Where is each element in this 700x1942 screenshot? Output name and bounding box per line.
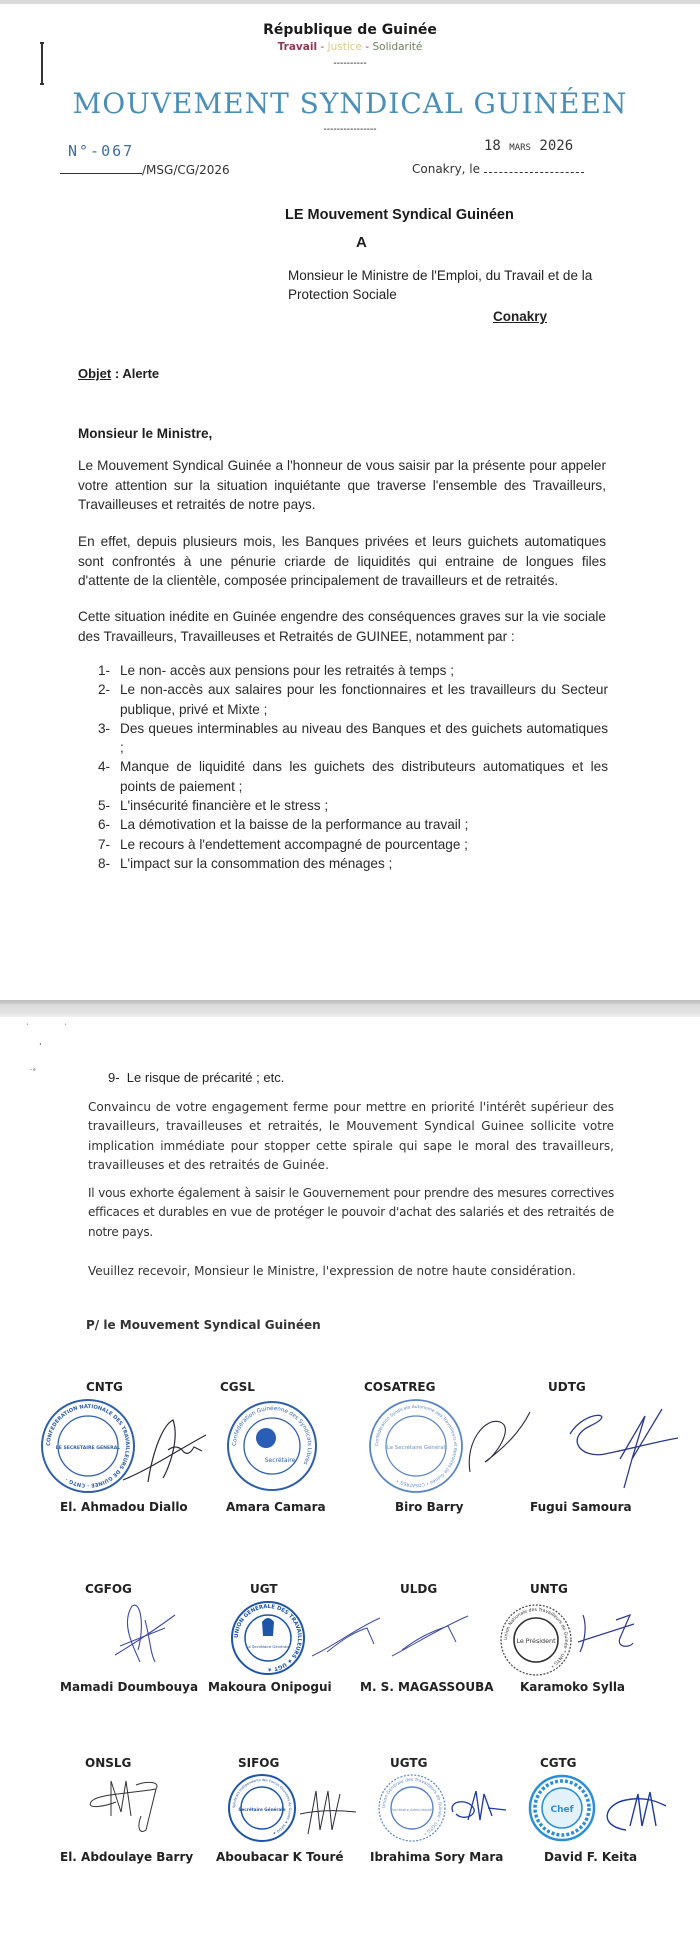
reference-line — [60, 162, 230, 177]
signatory-name: M. S. MAGASSOUBA — [360, 1680, 494, 1694]
recipient: Monsieur le Ministre de l'Emploi, du Travail et de la Protection Sociale — [288, 268, 593, 302]
sifog-signature — [298, 1786, 358, 1838]
signatory-name: David F. Keita — [544, 1850, 638, 1864]
subject-label: Objet — [78, 366, 112, 381]
cgtg-stamp-title: Chef — [550, 1805, 574, 1815]
republic-heading: République de Guinée — [263, 22, 437, 38]
item-text: L'impact sur la consommation des ménages ; — [120, 855, 393, 871]
reference-suffix: /MSG/CG/2026 — [142, 163, 230, 177]
date-blank — [484, 161, 584, 173]
item-text: La démotivation et la baisse de la performance au travail ; — [120, 817, 469, 833]
item-text: Le non- accès aux pensions pour les retraités à temps ; — [120, 663, 454, 678]
paragraph-2: En effet, depuis plusieurs mois, les Banques privées et leurs guichets automatiques sont confrontés à une pénurie criarde de liquidités qui entraine de longues files d'attente de la clientèle, composée principalement de travailleurs et de retraités. — [78, 534, 606, 588]
date-year: 2026 — [539, 138, 574, 154]
ugt-stamp — [230, 1600, 306, 1676]
item-number: 2- — [98, 682, 111, 698]
signatory-name: Fugui Samoura — [530, 1500, 632, 1514]
ugt-stamp-title: La Secrétaire Générale — [246, 1644, 290, 1649]
signatory-name: Aboubacar K Touré — [216, 1850, 344, 1864]
signatory-name: Makoura Onipogui — [208, 1680, 332, 1694]
salutation: Monsieur le Ministre, — [78, 426, 213, 441]
ugtg-stamp-ring: Union Générale des Travailleurs de Guinée * UGTG * — [381, 1777, 443, 1836]
list-item-9 — [108, 1070, 284, 1086]
cntg-signature — [118, 1410, 208, 1490]
motto-word-3: Solidarité — [372, 41, 423, 53]
cntg-stamp-title: LE SECRETAIRE GENERAL — [55, 1446, 121, 1451]
scan-speck: , — [39, 1036, 42, 1046]
onslg-signature — [86, 1776, 166, 1838]
subject-line — [78, 366, 159, 382]
scan-speck: ˈ — [64, 1022, 67, 1032]
org-ugtg: UGTG — [390, 1756, 428, 1770]
organization-divider: ---------------- — [323, 124, 377, 135]
motto-word-1: Travail — [277, 41, 318, 53]
item-number: 4- — [98, 759, 111, 775]
sifog-stamp-title: Secrétaire Générale — [238, 1807, 286, 1812]
untg-stamp — [500, 1604, 572, 1676]
item-text: Manque de liquidité dans les guichets des distributeurs automatiques et les points de paiement ; — [120, 759, 608, 794]
item-number: 9- — [108, 1070, 120, 1085]
udtg-signature — [560, 1404, 680, 1490]
cosatreg-stamp-ring: Confédération Syndicale Autonome des Travailleurs et Retraités de Guinée • COSATREG • — [374, 1404, 458, 1488]
cosatreg-stamp-title: Le Secrétaire Général — [386, 1445, 446, 1451]
subject-separator: : — [111, 366, 123, 381]
untg-stamp-title: Le Président — [516, 1637, 556, 1645]
item-text: Le risque de précarité ; etc. — [126, 1070, 285, 1085]
cosatreg-stamp — [368, 1398, 464, 1494]
sender-line: LE Mouvement Syndical Guinéen — [285, 207, 514, 223]
paragraph-1: Le Mouvement Syndical Guinée a l'honneur de vous saisir par la présente pour appeler votre attention sur la situation inquiétante que traverse l'ensemble des Travailleurs, Travailleuses et retraités de notre pays. — [78, 458, 606, 512]
org-sifog: SIFOG — [238, 1756, 280, 1770]
ugtg-signature — [448, 1786, 508, 1838]
signatory-name: Amara Camara — [226, 1500, 326, 1514]
signatory-name: Biro Barry — [395, 1500, 464, 1514]
list-item — [98, 757, 608, 796]
motto-separator: - — [320, 41, 325, 53]
item-text: Le recours à l'endettement accompagné de pourcentage ; — [120, 836, 468, 852]
date-day: 18 — [484, 138, 501, 154]
item-number: 1- — [98, 663, 111, 678]
org-cgfog: CGFOG — [85, 1582, 132, 1596]
signatory-name: Mamadi Doumbouya — [60, 1680, 199, 1694]
uldg-signature — [390, 1606, 470, 1662]
item-number: 7- — [98, 836, 111, 852]
recipient-city: Conakry — [493, 309, 548, 324]
list-item — [98, 680, 608, 719]
item-number: 6- — [98, 817, 111, 833]
list-item — [98, 661, 608, 680]
cgfog-signature — [110, 1600, 180, 1666]
date-prefix: Conakry, le — [412, 162, 481, 176]
org-ugt: UGT — [250, 1582, 278, 1596]
org-onslg: ONSLG — [85, 1756, 132, 1770]
signatory-name: Karamoko Sylla — [520, 1680, 626, 1694]
subject-value: Alerte — [122, 366, 160, 381]
signatory-name: El. Abdoulaye Barry — [60, 1850, 194, 1864]
sifog-stamp — [228, 1774, 296, 1842]
item-text: Des queues interminables au niveau des Banques et des guichets automatiques ; — [120, 720, 608, 756]
motto-word-2: Justice — [327, 41, 363, 53]
untg-signature — [578, 1610, 638, 1656]
date-month: MARS — [509, 143, 531, 153]
page-separator — [0, 1000, 700, 1017]
org-cosatreg: COSATREG — [364, 1380, 436, 1394]
org-uldg: ULDG — [400, 1582, 438, 1596]
signatory-name: Ibrahima Sory Mara — [370, 1850, 504, 1864]
org-cgsl: CGSL — [220, 1380, 255, 1394]
cosatreg-signature — [465, 1402, 535, 1482]
item-number: 3- — [98, 720, 111, 736]
list-item — [98, 815, 608, 834]
to-label: A — [356, 234, 367, 251]
org-untg: UNTG — [530, 1582, 568, 1596]
handwritten-reference: N°-067 — [68, 142, 135, 160]
cgsl-stamp — [226, 1400, 318, 1492]
item-number: 8- — [98, 855, 111, 871]
on-behalf-line: P/ le Mouvement Syndical Guinéen — [86, 1318, 321, 1332]
ugt-stamp-ring: UNION GENERALE DES TRAVAILLEURS ★ UGT ★ — [233, 1603, 303, 1673]
ugt-signature — [312, 1610, 382, 1660]
org-cgtg: CGTG — [540, 1756, 577, 1770]
org-udtg: UDTG — [548, 1380, 586, 1394]
consequences-list — [98, 661, 608, 873]
item-text: L'insécurité financière et le stress ; — [120, 798, 329, 814]
paragraph-4: Convaincu de votre engagement ferme pour mettre en priorité l'intérêt supérieur des travailleurs, travailleuses et retraités, le Mouvement Syndical Guinee sollicite votre implication immédiate pour stopper cette spirale qui sape le moral des travailleurs, travailleuses et des retraités de Guinée. — [88, 1100, 614, 1172]
cgsl-stamp-ring: Confédération Guinéenne des Syndicats Libres — [231, 1405, 313, 1466]
org-cntg: CNTG — [86, 1380, 123, 1394]
paragraph-5: Il vous exhorte également à saisir le Gouvernement pour prendre des mesures correctives efficaces et durables en vue de protéger le pouvoir d'achat des salariés et des retraités de notre pays. — [88, 1186, 614, 1239]
cgtg-signature — [598, 1786, 668, 1836]
reference-blank — [60, 162, 142, 174]
list-item — [98, 796, 608, 815]
header-divider: ---------- — [333, 58, 367, 69]
date-line-text — [412, 161, 584, 176]
paragraph-3: Cette situation inédite en Guinée engendre des conséquences graves sur la vie sociale des Travailleurs, Travailleuses et Retraités de GUINEE, notamment par : — [78, 609, 606, 644]
cgsl-stamp-title: Secrétaire — [264, 1457, 296, 1464]
national-motto — [0, 41, 700, 54]
cgtg-stamp — [528, 1774, 596, 1842]
list-item — [98, 719, 608, 758]
untg-stamp-ring: Union Nationale des Travailleurs de Guinée * UNTG * — [503, 1607, 569, 1668]
item-text: Le non-accès aux salaires pour les fonctionnaires et les travailleurs du Secteur publique, privé et Mixte ; — [120, 682, 608, 717]
sifog-stamp-ring: Syndicats Indépendants des Forces Ouvrières de Guinée ★ SIFOG ★ — [231, 1777, 293, 1836]
ugtg-stamp — [378, 1774, 446, 1842]
scan-speck: ˙˚ — [30, 1068, 36, 1078]
item-number: 5- — [98, 798, 111, 814]
signatory-name: El. Ahmadou Diallo — [60, 1500, 188, 1514]
list-item — [98, 835, 608, 854]
scan-speck: ˈ — [26, 1022, 29, 1032]
cntg-stamp-ring: CONFEDERATION NATIONALE DES TRAVAILLEURS DE GUINEE · CNTG · — [45, 1403, 131, 1489]
closing-formula: Veuillez recevoir, Monsieur le Ministre, l'expression de notre haute considération. — [88, 1264, 576, 1278]
list-item — [98, 854, 608, 873]
ugtg-stamp-title: Secrétaire Administratif — [390, 1808, 434, 1812]
motto-separator: - — [365, 41, 370, 53]
organization-title: MOUVEMENT SYNDICAL GUINÉEN — [72, 87, 628, 120]
svg-text:UNION GENERALE DES TRAVAILLEUR — [234, 1604, 302, 1672]
date-stamp — [484, 137, 573, 157]
